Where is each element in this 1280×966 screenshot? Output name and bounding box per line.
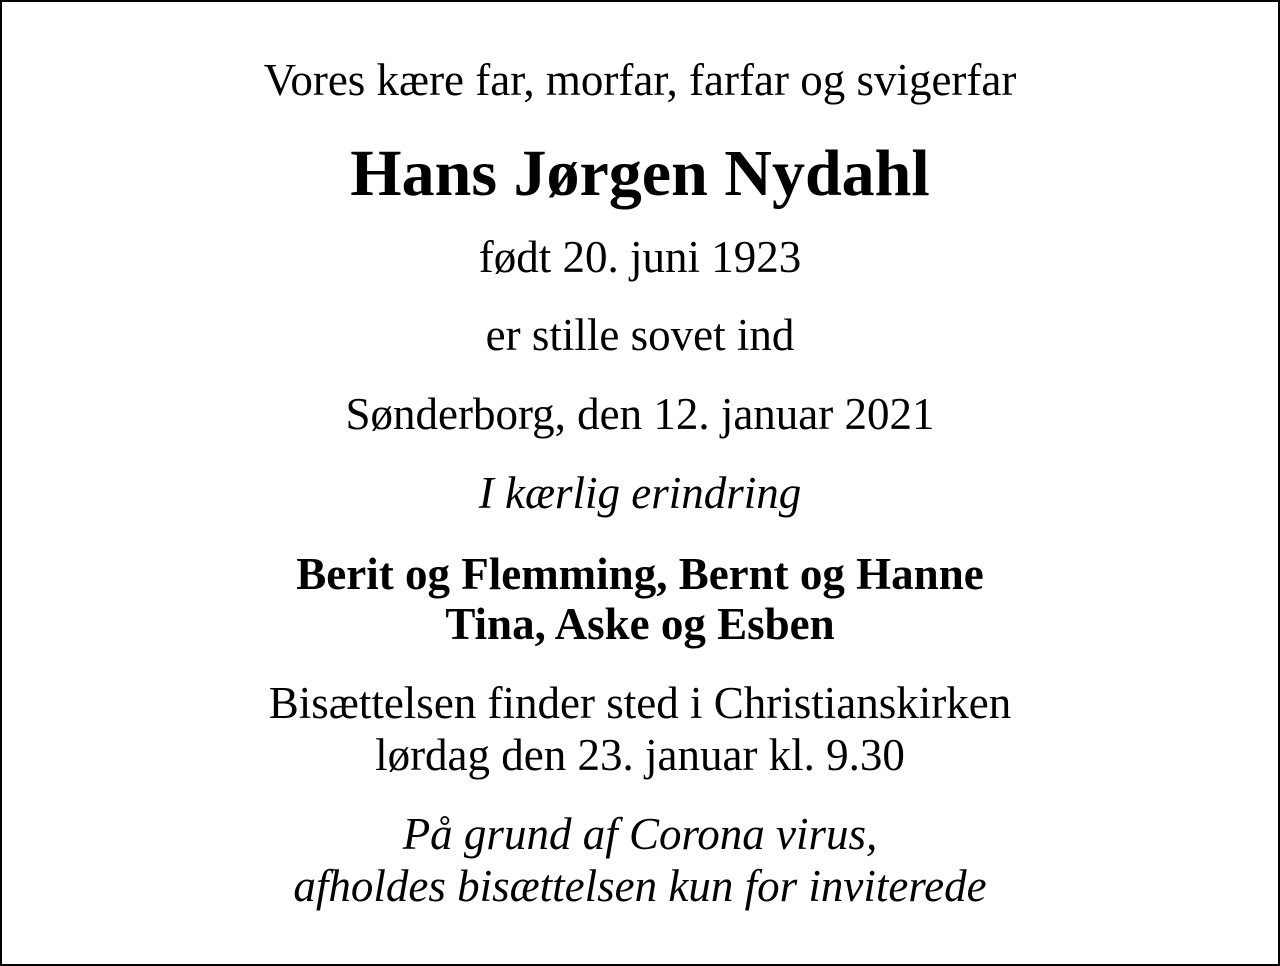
corona-note xyxy=(2,808,1278,912)
memory-text: I kærlig erindring xyxy=(478,468,802,518)
intro-text: Vores kære far, morfar, farfar og svigerfar xyxy=(263,55,1017,105)
family-line: Tina, Aske og Esben xyxy=(445,599,835,649)
family-names xyxy=(2,549,1278,649)
deceased-name: Hans Jørgen Nydahl xyxy=(350,137,930,210)
birth-date-text: født 20. juni 1923 xyxy=(478,232,802,282)
passed-away-text: er stille sovet ind xyxy=(485,310,795,360)
corona-note-line: afholdes bisættelsen kun for inviterede xyxy=(293,861,987,911)
family-line: Berit og Flemming, Bernt og Hanne xyxy=(296,549,984,599)
funeral-line: lørdag den 23. januar kl. 9.30 xyxy=(375,730,905,780)
funeral-info xyxy=(2,677,1278,781)
place-date-text: Sønderborg, den 12. januar 2021 xyxy=(345,389,935,439)
funeral-line: Bisættelsen finder sted i Christianskirken xyxy=(268,678,1012,728)
corona-note-line: På grund af Corona virus, xyxy=(402,809,878,859)
